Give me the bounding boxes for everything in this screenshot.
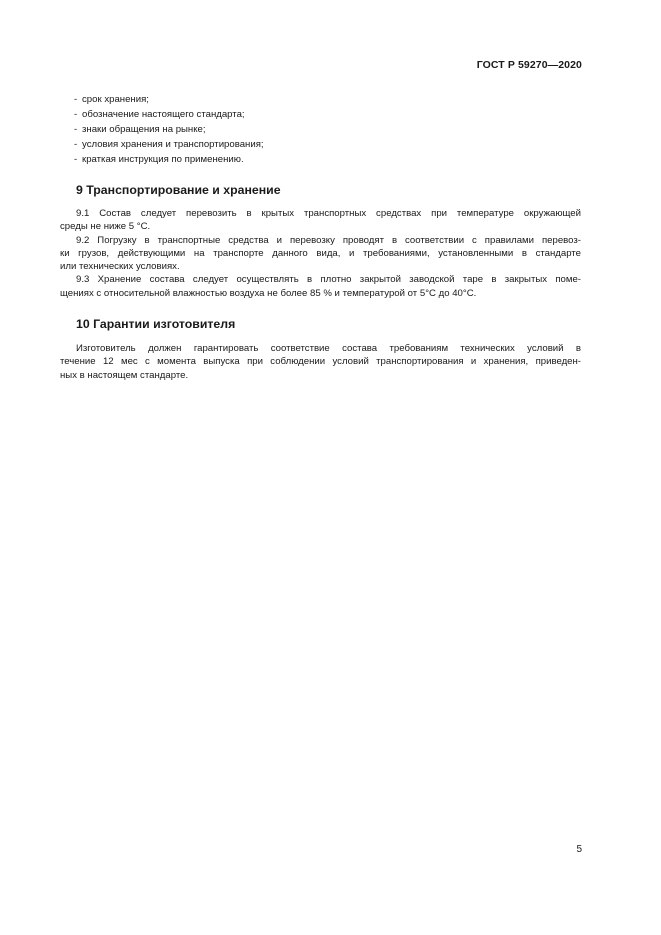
section-9-heading: 9 Транспортирование и хранение [76, 183, 281, 197]
section-10-heading: 10 Гарантии изготовителя [76, 317, 236, 332]
text-line: 9.3 Хранение состава следует осуществлять в плотно закрытой заводской таре в закрытых поме- [76, 274, 581, 286]
text-line: ки грузов, действующими на транспорте данного вида, и требованиями, установленными в стандарте [60, 247, 581, 259]
text-line: течение 12 мес с момента выпуска при соблюдении условий транспортирования и хранения, приведен- [60, 356, 581, 368]
document-header: ГОСТ Р 59270—2020 [476, 59, 582, 71]
text-line: ных в настоящем стандарте. [60, 369, 189, 381]
text-line: среды не ниже 5 °С. [60, 221, 151, 233]
list-item: - срок хранения; [74, 92, 581, 107]
text-line: 9.1 Состав следует перевозить в крытых транспортных средствах при температуре окружающей [76, 208, 581, 219]
list-item: - краткая инструкция по применению. [74, 152, 581, 167]
label-requirements-list [74, 92, 581, 167]
text-line: или технических условиях. [60, 261, 180, 273]
text-line: щениях с относительной влажностью воздуха не более 85 % и температурой от 5°С до 40°С. [60, 287, 477, 299]
text-line: Изготовитель должен гарантировать соответствие состава требованиям технических условий в [76, 343, 581, 355]
paragraph-9-3 [60, 273, 581, 300]
paragraph-10 [60, 342, 581, 382]
list-item: - обозначение настоящего стандарта; [74, 107, 581, 122]
paragraph-9-2 [60, 234, 581, 274]
list-item: - знаки обращения на рынке; [74, 122, 581, 137]
list-item: - условия хранения и транспортирования; [74, 137, 581, 152]
page-number: 5 [576, 844, 582, 855]
paragraph-9-1 [60, 207, 581, 234]
text-line: 9.2 Погрузку в транспортные средства и перевозку проводят в соответствии с правилами перевоз- [76, 234, 581, 246]
page-content [60, 92, 581, 382]
